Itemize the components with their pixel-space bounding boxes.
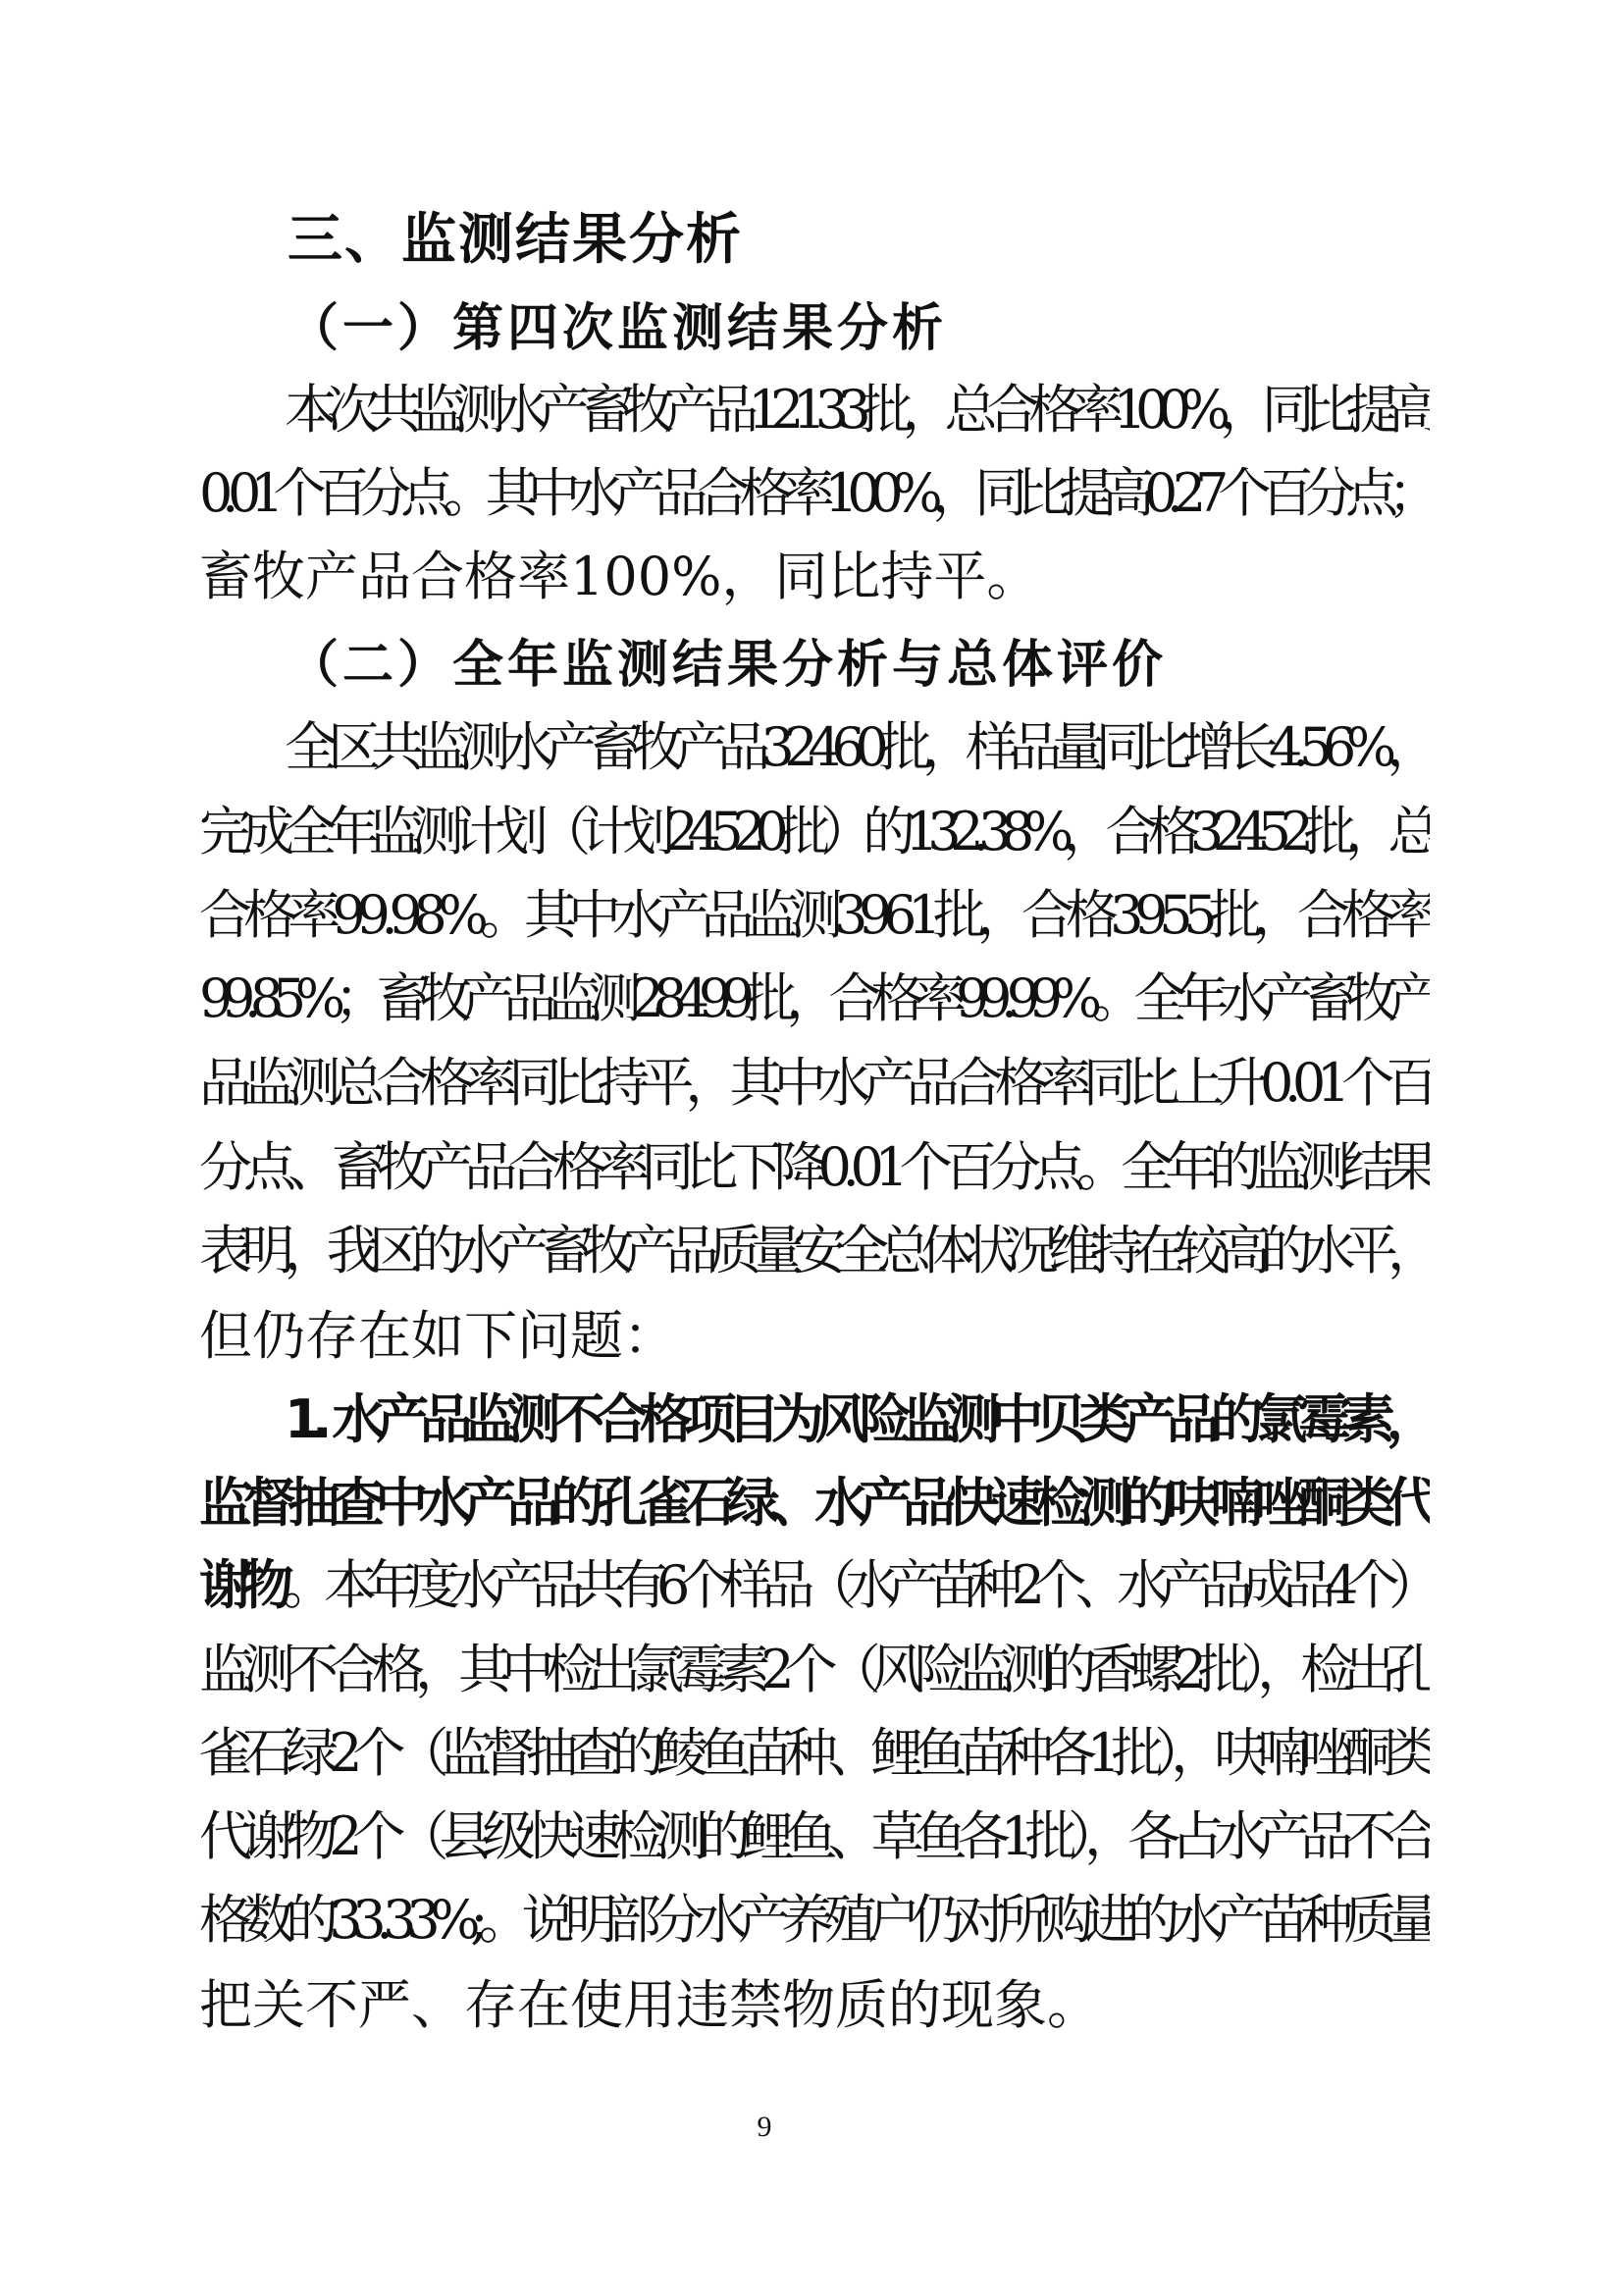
issue-1-bold-line-3-prefix: 谢物: [199, 1554, 283, 1616]
issue-1-line-4: 监测不合格，其中检出氯霉素2个（风险监测的香螺2批），检出孔: [199, 1639, 1430, 1700]
page-number: 9: [757, 2111, 772, 2143]
issue-1-bold-line-1: 1. 水产品监测不合格项目为风险监测中贝类产品的氯霉素，: [285, 1388, 1430, 1450]
paragraph-1-line-1: 本次共监测水产畜牧产品12133批，总合格率100%，同比提高: [285, 379, 1430, 441]
paragraph-2-line-5: 品监测总合格率同比持平，其中水产品合格率同比上升0.01个百: [199, 1052, 1430, 1114]
issue-1-bold-line-2: 监督抽查中水产品的孔雀石绿、水产品快速检测的呋喃唑酮类代: [199, 1472, 1430, 1534]
subsection-2-title: （二）全年监测结果分析与总体评价: [288, 636, 1168, 695]
paragraph-2-line-1: 全区共监测水产畜牧产品32460批，样品量同比增长4.56%，: [285, 716, 1430, 778]
subsection-1-title: （一）第四次监测结果分析: [288, 299, 948, 358]
issue-1-line-7: 格数的33.33%;。说明部分水产养殖户仍对所购进的水产苗种质量: [199, 1889, 1430, 1951]
issue-1-line-6: 代谢物2个（县级快速检测的鲤鱼、草鱼各1批），各占水产品不合: [199, 1805, 1430, 1867]
paragraph-1-line-2: 0.01个百分点。其中水产品合格率100%，同比提高0.27个百分点；: [199, 462, 1430, 524]
paragraph-2-line-3: 合格率99.98%。其中水产品监测3961批，合格3955批，合格率: [199, 884, 1430, 946]
paragraph-2-line-7: 表明，我区的水产畜牧产品质量安全总体状况维持在较高的水平，: [199, 1220, 1430, 1281]
issue-1-line-3-rest: 。本年度水产品共有6个样品（水产苗种2个、水产品成品4个）: [282, 1554, 1430, 1616]
section-heading: 三、监测结果分析: [288, 208, 743, 272]
paragraph-2-line-2: 完成全年监测计划（计划24520批）的132.38%，合格32452批，总: [199, 801, 1430, 862]
paragraph-2-line-6: 分点、畜牧产品合格率同比下降0.01个百分点。全年的监测结果: [199, 1136, 1430, 1198]
paragraph-2-line-8: 但仍存在如下问题：: [199, 1305, 676, 1367]
issue-1-line-5: 雀石绿2个（监督抽查的鲮鱼苗种、鲤鱼苗种各1批），呋喃唑酮类: [199, 1722, 1430, 1784]
paragraph-2-line-4: 99.85%；畜牧产品监测28499批，合格率99.99%。全年水产畜牧产: [199, 967, 1430, 1029]
issue-1-line-8: 把关不严、存在使用违禁物质的现象。: [199, 1974, 1100, 2036]
issue-1-line-3: [199, 1550, 1430, 1621]
paragraph-1-line-3: 畜牧产品合格率100%，同比持平。: [199, 546, 1040, 607]
